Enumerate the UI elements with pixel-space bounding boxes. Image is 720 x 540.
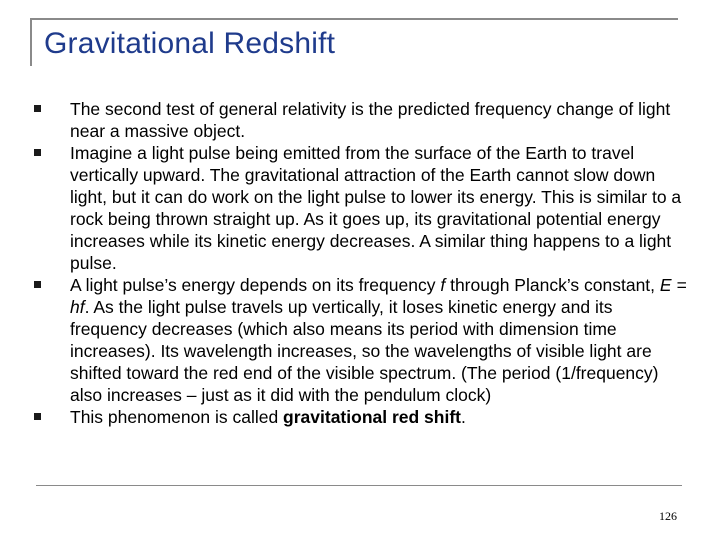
bullet-item xyxy=(34,274,694,406)
bullet-text-segment: A light pulse’s energy depends on its frequency xyxy=(70,275,441,295)
square-bullet-icon xyxy=(34,149,41,156)
title-frame-top-line xyxy=(30,18,678,20)
bullet-text: The second test of general relativity is the predicted frequency change of light near a massive object. xyxy=(70,99,671,141)
bullet-text xyxy=(70,406,694,428)
title-frame-left-line xyxy=(30,18,32,66)
highlighted-term: gravitational red shift xyxy=(283,407,461,427)
bullet-text-segment: This phenomenon is called xyxy=(70,407,284,427)
bullet-text-segment: . xyxy=(461,407,466,427)
bullet-text xyxy=(70,274,694,406)
bullet-text-segment: through Planck’s constant, xyxy=(445,275,660,295)
square-bullet-icon xyxy=(34,281,41,288)
frequency-symbol: f xyxy=(440,275,446,295)
footer-divider xyxy=(36,485,682,486)
square-bullet-icon xyxy=(34,413,41,420)
bullet-item xyxy=(34,98,694,142)
bullet-text: Imagine a light pulse being emitted from the surface of the Earth to travel vertically upward. The gravitational attraction of the Earth cannot slow down light, but it can do work on the light pulse to lower its energy. This is similar to a rock being thrown straight up. As it goes up, its gravitational potential energy increases while its kinetic energy decreases. A similar thing happens to a light pulse. xyxy=(70,143,682,273)
slide-title: Gravitational Redshift xyxy=(44,27,336,60)
bullet-item xyxy=(34,406,694,428)
bullet-list xyxy=(34,98,694,428)
planck-equation: E = hf xyxy=(70,275,687,317)
bullet-text-segment: . As the light pulse travels up vertically, it loses kinetic energy and its frequency decreases (which also means its period with dimension time increases). Its wavelength increases, so the wavelengths of visible light are shifted toward the red end of the visible spectrum. (The period (1/frequency) also increases – just as it did with the pendulum clock) xyxy=(70,297,659,405)
square-bullet-icon xyxy=(34,105,41,112)
page-number: 126 xyxy=(659,509,677,523)
bullet-item xyxy=(34,142,694,274)
